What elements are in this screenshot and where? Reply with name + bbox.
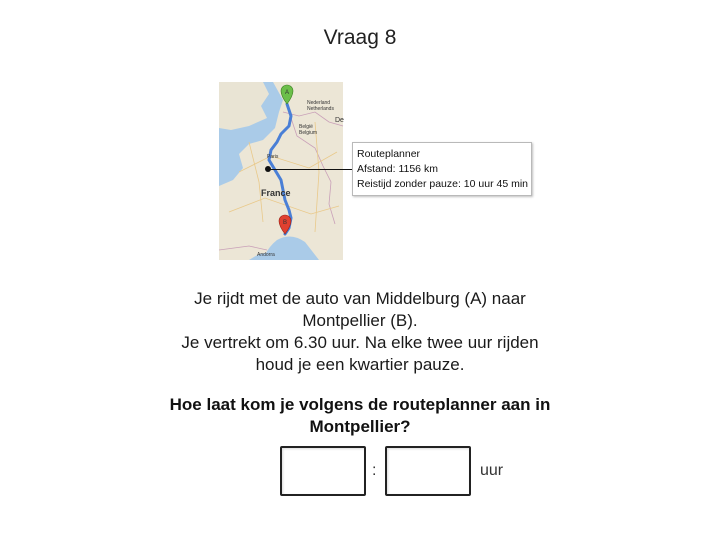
marker-a-label: A (284, 90, 290, 96)
map-label-de: De (335, 117, 344, 124)
time-separator: : (372, 462, 377, 479)
slide-title: Vraag 8 (323, 26, 397, 49)
map-svg (219, 82, 343, 260)
routeplanner-info-box (352, 142, 532, 196)
problem-line: Je vertrekt om 6.30 uur. Na elke twee uur rijden (181, 333, 539, 352)
map-label-nederland: Nederland (307, 100, 331, 106)
routeplanner-title: Routeplanner (357, 148, 421, 160)
map-label-netherlands: Netherlands (307, 106, 334, 112)
hours-answer-box[interactable] (280, 446, 366, 496)
problem-line: houd je een kwartier pauze. (255, 355, 465, 374)
map-label-belgium: Belgium (299, 130, 318, 136)
problem-line: Montpellier (B). (302, 311, 418, 330)
map-label-belgie: België (299, 124, 313, 130)
minutes-answer-box[interactable] (385, 446, 471, 496)
map-label-andorra: Andorra (257, 252, 275, 258)
question-line: Montpellier? (309, 417, 411, 436)
callout-dot (265, 166, 271, 172)
problem-line: Je rijdt met de auto van Middelburg (A) naar (194, 289, 526, 308)
marker-b-label: B (282, 220, 288, 226)
question-text (140, 394, 580, 438)
routeplanner-distance: Afstand: 1156 km (357, 163, 438, 175)
map-label-paris: Paris (267, 154, 279, 160)
question-line: Hoe laat kom je volgens de routeplanner aan in (169, 395, 551, 414)
map-label-france: France (261, 188, 291, 198)
routeplanner-duration: Reistijd zonder pauze: 10 uur 45 min (357, 178, 529, 190)
callout-connector (268, 169, 352, 170)
route-map (219, 82, 343, 260)
unit-label: uur (480, 462, 504, 479)
problem-text (150, 288, 570, 376)
